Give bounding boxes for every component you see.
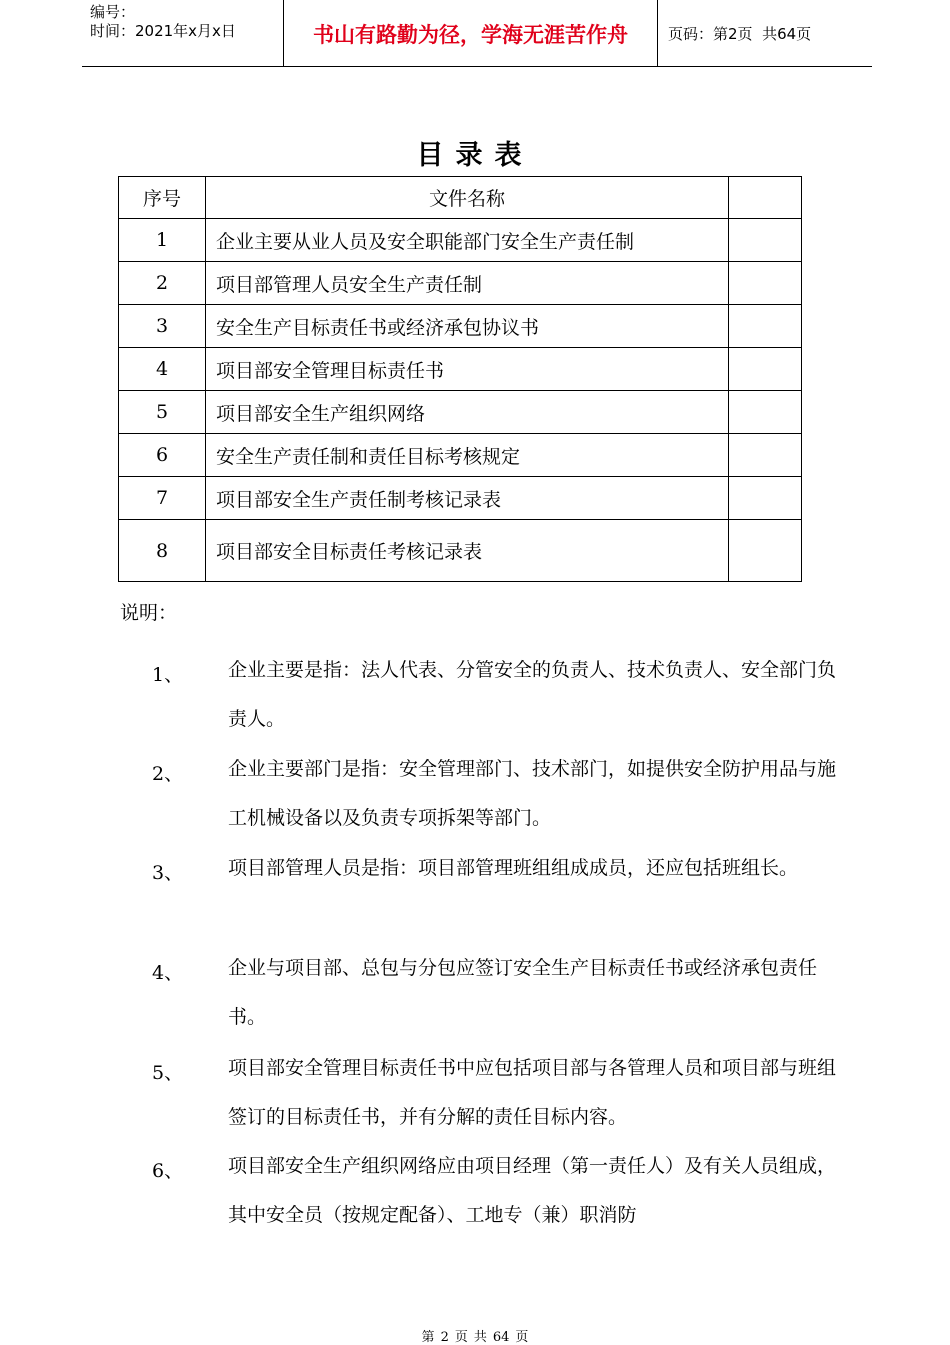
table-row xyxy=(119,391,802,434)
footer-page-num: 2 xyxy=(440,1330,449,1345)
row-number: 2 xyxy=(119,262,206,305)
row-name: 项目部管理人员安全生产责任制 xyxy=(206,262,729,305)
row-name: 安全生产责任制和责任目标考核规定 xyxy=(206,434,729,477)
row-number: 8 xyxy=(119,520,206,582)
table-header-row xyxy=(119,177,802,219)
number-label: 编号： xyxy=(90,3,136,21)
header-motto: 书山有路勤为径，学海无涯苦作舟 xyxy=(284,0,658,67)
row-name: 项目部安全生产组织网络 xyxy=(206,391,729,434)
header-number: 序号 xyxy=(119,177,206,219)
page-header xyxy=(82,0,872,67)
note-text: 项目部管理人员是指：项目部管理班组组成成员，还应包括班组长。 xyxy=(228,857,799,879)
note-text: 项目部安全管理目标责任书中应包括项目部与各管理人员和项目部与班组签订的目标责任书，并有分解的责任目标内容。 xyxy=(228,1057,837,1128)
row-number: 7 xyxy=(119,477,206,520)
note-number: 6、 xyxy=(152,1160,184,1182)
row-number: 6 xyxy=(119,434,206,477)
row-extra xyxy=(729,477,802,520)
row-name: 企业主要从业人员及安全职能部门安全生产责任制 xyxy=(206,219,729,262)
row-extra xyxy=(729,520,802,582)
table-row xyxy=(119,262,802,305)
note-text: 项目部安全生产组织网络应由项目经理（第一责任人）及有关人员组成，其中安全员（按规定配备）、工地专（兼）职消防 xyxy=(228,1155,837,1226)
contents-table xyxy=(118,176,802,582)
note-number: 2、 xyxy=(152,763,184,785)
header-extra xyxy=(729,177,802,219)
header-meta xyxy=(82,0,284,67)
note-number: 3、 xyxy=(152,862,184,884)
row-name: 项目部安全管理目标责任书 xyxy=(206,348,729,391)
row-number: 4 xyxy=(119,348,206,391)
table-row xyxy=(119,348,802,391)
footer-total-word: 共 xyxy=(473,1330,487,1345)
row-extra xyxy=(729,391,802,434)
note-number: 4、 xyxy=(152,962,184,984)
footer-total-num: 64 xyxy=(492,1330,510,1345)
footer-page-unit: 页 xyxy=(454,1330,468,1345)
row-extra xyxy=(729,305,802,348)
row-name: 项目部安全目标责任考核记录表 xyxy=(206,520,729,582)
row-number: 1 xyxy=(119,219,206,262)
time-label: 时间：2021年x月x日 xyxy=(90,22,236,40)
document-title: 目录表 xyxy=(416,140,534,171)
note-number: 1、 xyxy=(152,664,184,686)
page-footer xyxy=(0,1326,950,1345)
table-row xyxy=(119,434,802,477)
row-name: 安全生产目标责任书或经济承包协议书 xyxy=(206,305,729,348)
note-text: 企业与项目部、总包与分包应签订安全生产目标责任书或经济承包责任书。 xyxy=(228,957,818,1028)
row-name: 项目部安全生产责任制考核记录表 xyxy=(206,477,729,520)
table-row xyxy=(119,219,802,262)
header-filename: 文件名称 xyxy=(206,177,729,219)
footer-total-unit: 页 xyxy=(515,1330,529,1345)
row-extra xyxy=(729,262,802,305)
notes-label: 说明： xyxy=(120,602,178,624)
note-text: 企业主要部门是指：安全管理部门、技术部门，如提供安全防护用品与施工机械设备以及负责专项拆架等部门。 xyxy=(228,758,837,829)
row-number: 3 xyxy=(119,305,206,348)
footer-page-word: 第 xyxy=(421,1330,435,1345)
page-label: 页码：第2页 共64页 xyxy=(668,25,812,43)
table-row xyxy=(119,520,802,582)
table-row xyxy=(119,477,802,520)
row-extra xyxy=(729,434,802,477)
table-row xyxy=(119,305,802,348)
note-number: 5、 xyxy=(152,1062,184,1084)
row-extra xyxy=(729,219,802,262)
row-extra xyxy=(729,348,802,391)
header-page-info xyxy=(658,0,872,67)
note-text: 企业主要是指：法人代表、分管安全的负责人、技术负责人、安全部门负责人。 xyxy=(228,659,837,730)
row-number: 5 xyxy=(119,391,206,434)
